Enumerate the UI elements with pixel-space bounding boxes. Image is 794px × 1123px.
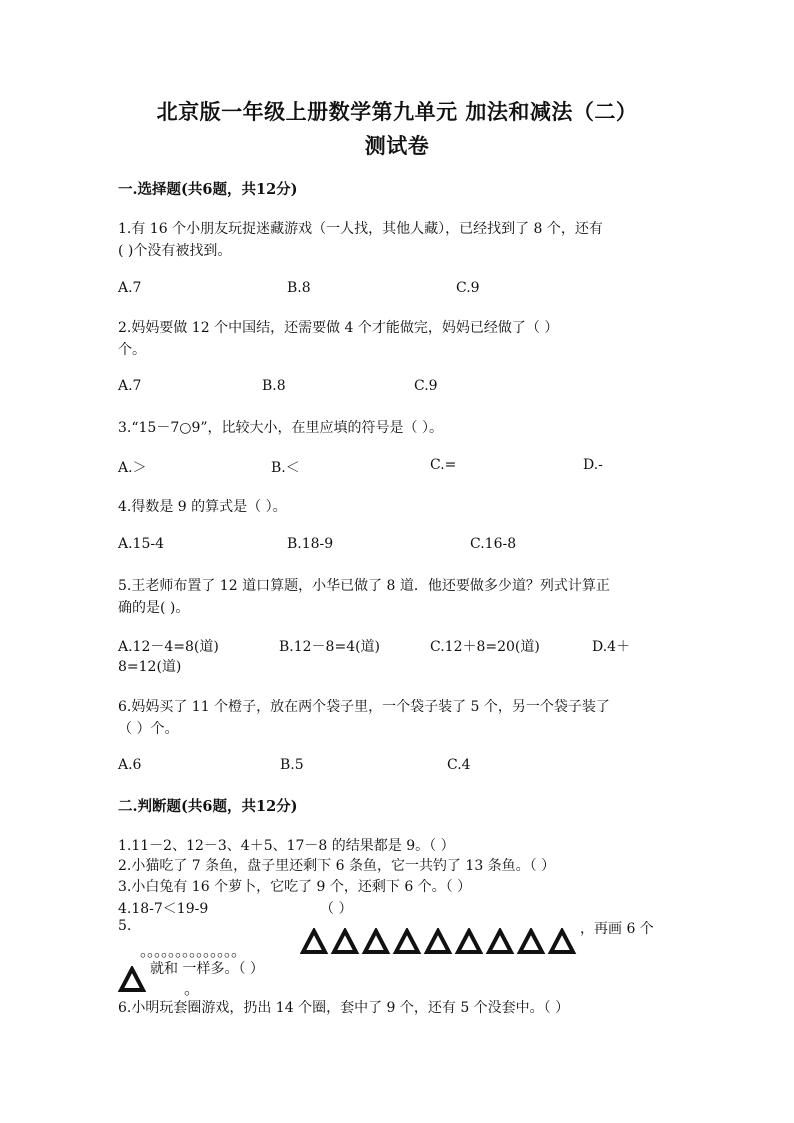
triangle-icon	[458, 931, 480, 952]
option-b: B.8	[287, 280, 311, 296]
option-c: C.9	[456, 280, 480, 296]
triangle-icon	[365, 931, 387, 952]
option-d: D.-	[583, 457, 603, 473]
option-b: B.5	[280, 757, 304, 773]
judge-item: 6.小明玩套圈游戏，扔出 14 个圈，套中了 9 个，还有 5 个没套中。（ ）	[118, 1000, 570, 1016]
triangle-row	[300, 928, 582, 954]
answer-paren: （ ）	[320, 901, 353, 917]
judge-item-number: 5.	[118, 918, 132, 934]
question-text: 1.有 16 个小朋友玩捉迷藏游戏（一人找，其他人藏），已经找到了 8 个，还有	[118, 221, 603, 237]
page-title: 北京版一年级上册数学第九单元 加法和减法（二）	[156, 99, 638, 124]
option-c: C.=	[430, 457, 457, 473]
option-b: B.＜	[271, 460, 300, 476]
option-b: B.18-9	[287, 536, 334, 552]
triangle-icon	[118, 966, 146, 992]
small-circle: 。	[184, 979, 200, 998]
option-c: C.9	[414, 378, 438, 394]
page-subtitle: 测试卷	[364, 133, 430, 158]
judge-item-line2: 就和 一样多。（ ）	[150, 961, 264, 977]
option-b: B.12－8=4(道)	[279, 639, 381, 655]
option-a: A.15-4	[118, 536, 165, 552]
question-text: 4.得数是 9 的算式是（ ）。	[118, 499, 287, 515]
triangle-icon	[427, 931, 449, 952]
option-c: C.4	[447, 757, 471, 773]
option-a: A.6	[118, 757, 142, 773]
question-text: 3.“15－7○9”，比较大小，在里应填的符号是（ ）。	[118, 420, 443, 436]
triangle-icon	[520, 931, 542, 952]
triangle-icon	[396, 931, 418, 952]
section-heading-choice: 一.选择题(共6题，共12分)	[118, 181, 298, 198]
judge-item: 3.小白兔有 16 个萝卜，它吃了 9 个，还剩下 6 个。（ ）	[118, 879, 472, 895]
judge-item: 1.11－2、12－3、4＋5、17－8 的结果都是 9。（ ）	[118, 838, 455, 854]
question-text: 个。	[118, 342, 146, 358]
option-a: A.7	[118, 280, 142, 296]
judge-item: 4.18-7＜19-9	[118, 901, 209, 917]
triangle-icon	[303, 931, 325, 952]
option-a: A.12－4=8(道)	[118, 639, 219, 655]
section-heading-judge: 二.判断题(共6题，共12分)	[118, 798, 298, 815]
question-text: 6.妈妈买了 11 个橙子，放在两个袋子里，一个袋子装了 5 个，另一个袋子装了	[118, 699, 610, 715]
option-d: D.4＋	[592, 639, 631, 655]
question-text: 5.王老师布置了 12 道口算题，小华已做了 8 道．他还要做多少道？列式计算正	[118, 578, 610, 594]
option-c: C.16-8	[470, 536, 517, 552]
small-circles-row: 。。。。。。。。。。。。。。	[140, 941, 247, 960]
option-a: A.＞	[118, 460, 147, 476]
judge-item: 2.小猫吃了 7 条鱼，盘子里还剩下 6 条鱼，它一共钓了 13 条鱼。（ ）	[118, 858, 556, 874]
triangle-icon	[551, 931, 573, 952]
question-text: 确的是( )。	[118, 600, 190, 616]
option-b: B.8	[262, 378, 286, 394]
triangle-icon	[489, 931, 511, 952]
triangle-icon	[334, 931, 356, 952]
option-c: C.12＋8=20(道)	[430, 639, 540, 655]
judge-item-tail: ，再画 6 个	[580, 921, 654, 937]
question-text: （ ）个。	[118, 721, 179, 737]
question-text: 2.妈妈要做 12 个中国结，还需要做 4 个才能做完，妈妈已经做了（ ）	[118, 320, 559, 336]
option-d-continued: 8=12(道)	[118, 659, 182, 675]
question-text: ( )个没有被找到。	[118, 243, 232, 259]
option-a: A.7	[118, 378, 142, 394]
